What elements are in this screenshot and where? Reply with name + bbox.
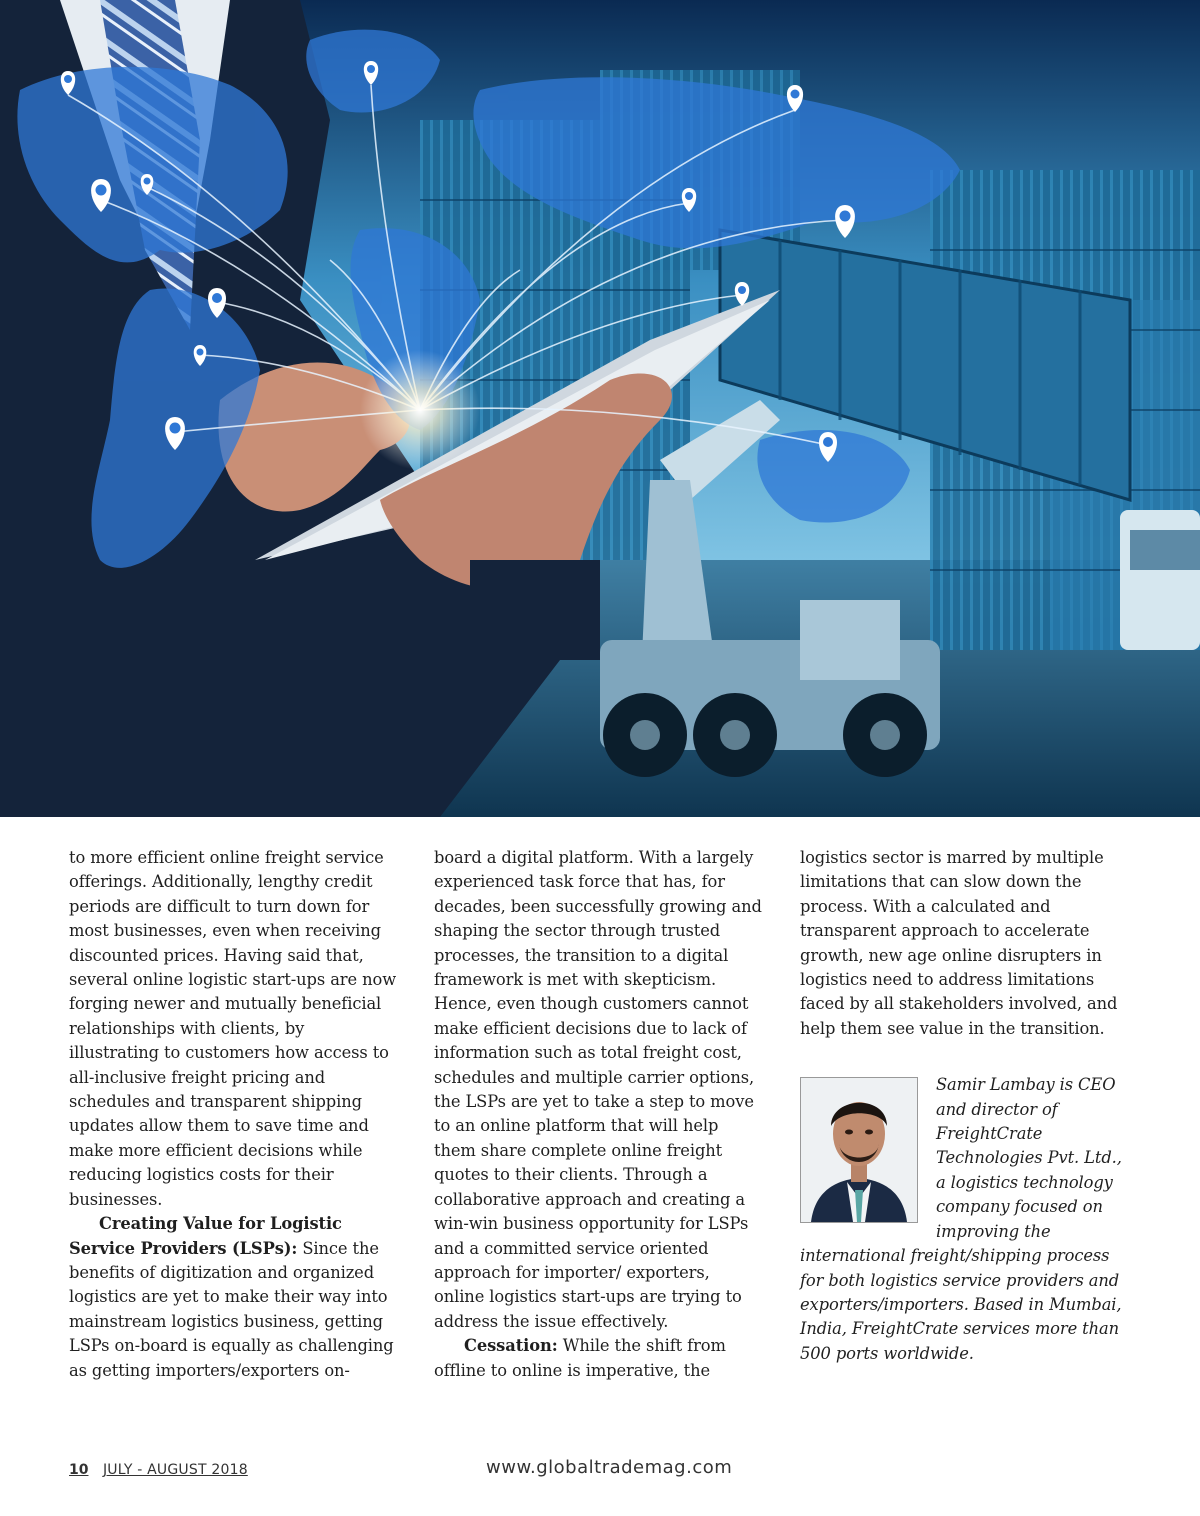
paragraph: to more efficient online freight service offerings. Additionally, lengthy credit periods are difficult to turn down for most businesses, even when receiving discounted prices. Having said that, several online logistic start-ups are now forging newer and mutually beneficial relationships with clients, by illustrating to customers how access to all-inclusive freight pricing and schedules and transparent shipping updates allow them to save time and make more efficient decisions while reducing logistics costs for their businesses. (69, 848, 397, 1209)
section-heading: Cessation: (464, 1336, 558, 1356)
section-heading: Creating Value for Logistic Service Providers (LSPs): (69, 1214, 342, 1258)
author-photo (800, 1077, 918, 1223)
bio-text: Samir Lambay is CEO and director of FreightCrate Technologies Pvt. Ltd., a logistics technology company focused on improving the international freight/shipping process for both logistics service providers and exporters/importers. Based in Mumbai, India, FreightCrate services more than 500 ports worldwide. (800, 1075, 1122, 1363)
issue-date: JULY - AUGUST 2018 (102, 1462, 248, 1478)
paragraph: board a digital platform. With a largely experienced task force that has, for decades, been successfully growing and shaping the sector through trusted processes, the transition to a digital framework is met with skepticism. Hence, even though customers cannot make efficient decisions due to lack of information such as total freight cost, schedules and multiple carrier options, the LSPs are yet to take a step to move to an online platform that will help them share complete online freight quotes to their clients. Through a collaborative approach and creating a win-win business opportunity for LSPs and a committed service oriented approach for importer/ exporters, online logistics start-ups are trying to address the issue effectively. (434, 848, 762, 1331)
page-number: 10 (69, 1462, 89, 1478)
website-url: www.globaltrademag.com (486, 1457, 733, 1478)
paragraph-body: Since the benefits of digitization and organized logistics are yet to make their way into mainstream logistics business, getting LSPs on-board is equally as challenging as getting importers/exporters on- (69, 1238, 394, 1380)
article-column-2 (434, 846, 764, 1383)
article-column-1 (69, 846, 399, 1383)
paragraph (69, 1212, 399, 1383)
author-bio (800, 1073, 1130, 1366)
article-column-3 (800, 846, 1130, 1366)
page-footer (69, 1462, 248, 1478)
paragraph (434, 1334, 764, 1383)
paragraph: logistics sector is marred by multiple limitations that can slow down the process. With a calculated and transparent approach to accelerate growth, new age online disrupters in logistics need to address limitations faced by all stakeholders involved, and help them see value in the transition. (800, 848, 1118, 1038)
paragraph-body: While the shift from offline to online is imperative, the (434, 1336, 726, 1380)
